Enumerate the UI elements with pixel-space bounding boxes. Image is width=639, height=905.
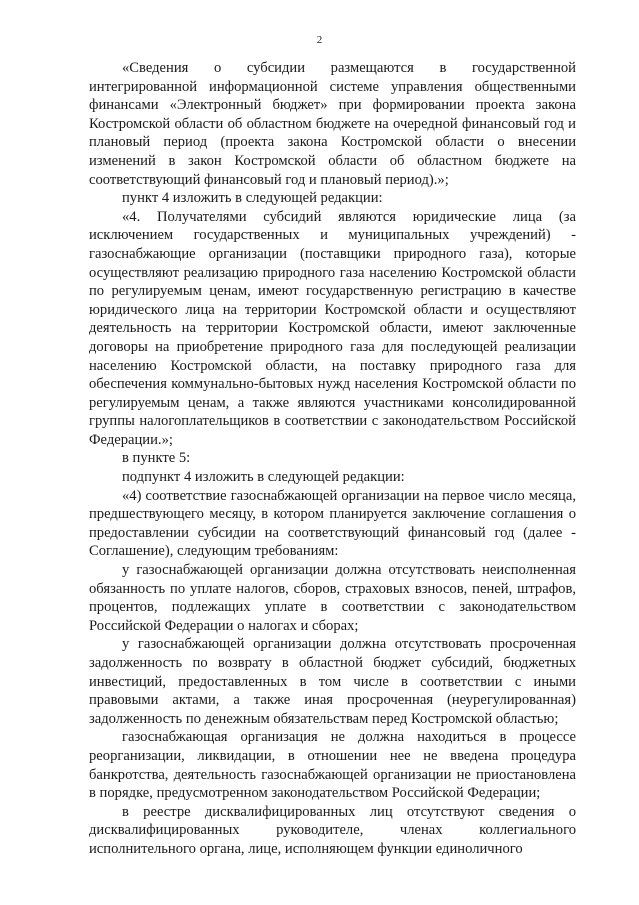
paragraph-subpoint-4-requirements: «4) соответствие газоснабжающей организации на первое число месяца, предшествующего месяцу, в котором планируется заключение соглашения о предоставлении субсидии на соответствующий финансовый год (далее - Соглашение), следующим требованиям:: [89, 487, 576, 560]
paragraph-point-5-heading: в пункте 5:: [122, 450, 191, 467]
paragraph-requirement-disqualified: в реестре дисквалифицированных лиц отсутствуют сведения о дисквалифицированных руководителе, членах коллегиального исполнительного органа, лице, исполняющем функции единоличного: [89, 803, 576, 857]
paragraph-point-4-heading: пункт 4 изложить в следующей редакции:: [122, 190, 383, 207]
paragraph-subsidy-info: «Сведения о субсидии размещаются в государственной интегрированной информационной системе управления общественными финансами «Электронный бюджет» при формировании проекта закона Костромской области об областном бюджете на очередной финансовый год и плановый период (проекта закона Костромской области о внесении изменений в закон Костромской области об областном бюджете на соответствующий финансовый год и плановый период).»;: [89, 60, 576, 188]
paragraph-subpoint-4-heading: подпункт 4 изложить в следующей редакции:: [122, 469, 405, 486]
document-body: [89, 59, 576, 859]
page-number: 2: [316, 34, 323, 46]
paragraph-requirement-taxes: у газоснабжающей организации должна отсутствовать неисполненная обязанность по уплате налогов, сборов, страховых взносов, пеней, штрафов, процентов, подлежащих уплате в соответствии с законодательством Российской Федерации о налогах и сборах;: [89, 562, 576, 634]
paragraph-requirement-debts: у газоснабжающей организации должна отсутствовать просроченная задолженность по возврату в областной бюджет субсидий, бюджетных инвестиций, предоставленных в том числе в соответствии с иными правовыми актами, а также иная просроченная (неурегулированная) задолженность по денежным обязательствам перед Костромской областью;: [89, 636, 576, 727]
paragraph-point-4-recipients: «4. Получателями субсидий являются юридические лица (за исключением государственных и муниципальных учреждений) - газоснабжающие организации (поставщики природного газа), которые осуществляют реализацию природного газа населению Костромской области по регулируемым ценам, имеют государственную регистрацию в качестве юридического лица на территории Костромской области и осуществляют деятельность на территории Костромской области, имеют заключенные договоры на приобретение природного газа для последующей реализации населению Костромской области, на поставку природного газа для обеспечения коммунально-бытовых нужд населения Костромской области по регулируемым ценам, а также являются участниками консолидированной группы налогоплательщиков в соответствии с законодательством Российской Федерации.»;: [89, 208, 576, 448]
paragraph-requirement-reorganization: газоснабжающая организация не должна находиться в процессе реорганизации, ликвидации, в отношении нее не введена процедура банкротства, деятельность газоснабжающей организации не приостановлена в порядке, предусмотренном законодательством Российской Федерации;: [89, 729, 576, 802]
